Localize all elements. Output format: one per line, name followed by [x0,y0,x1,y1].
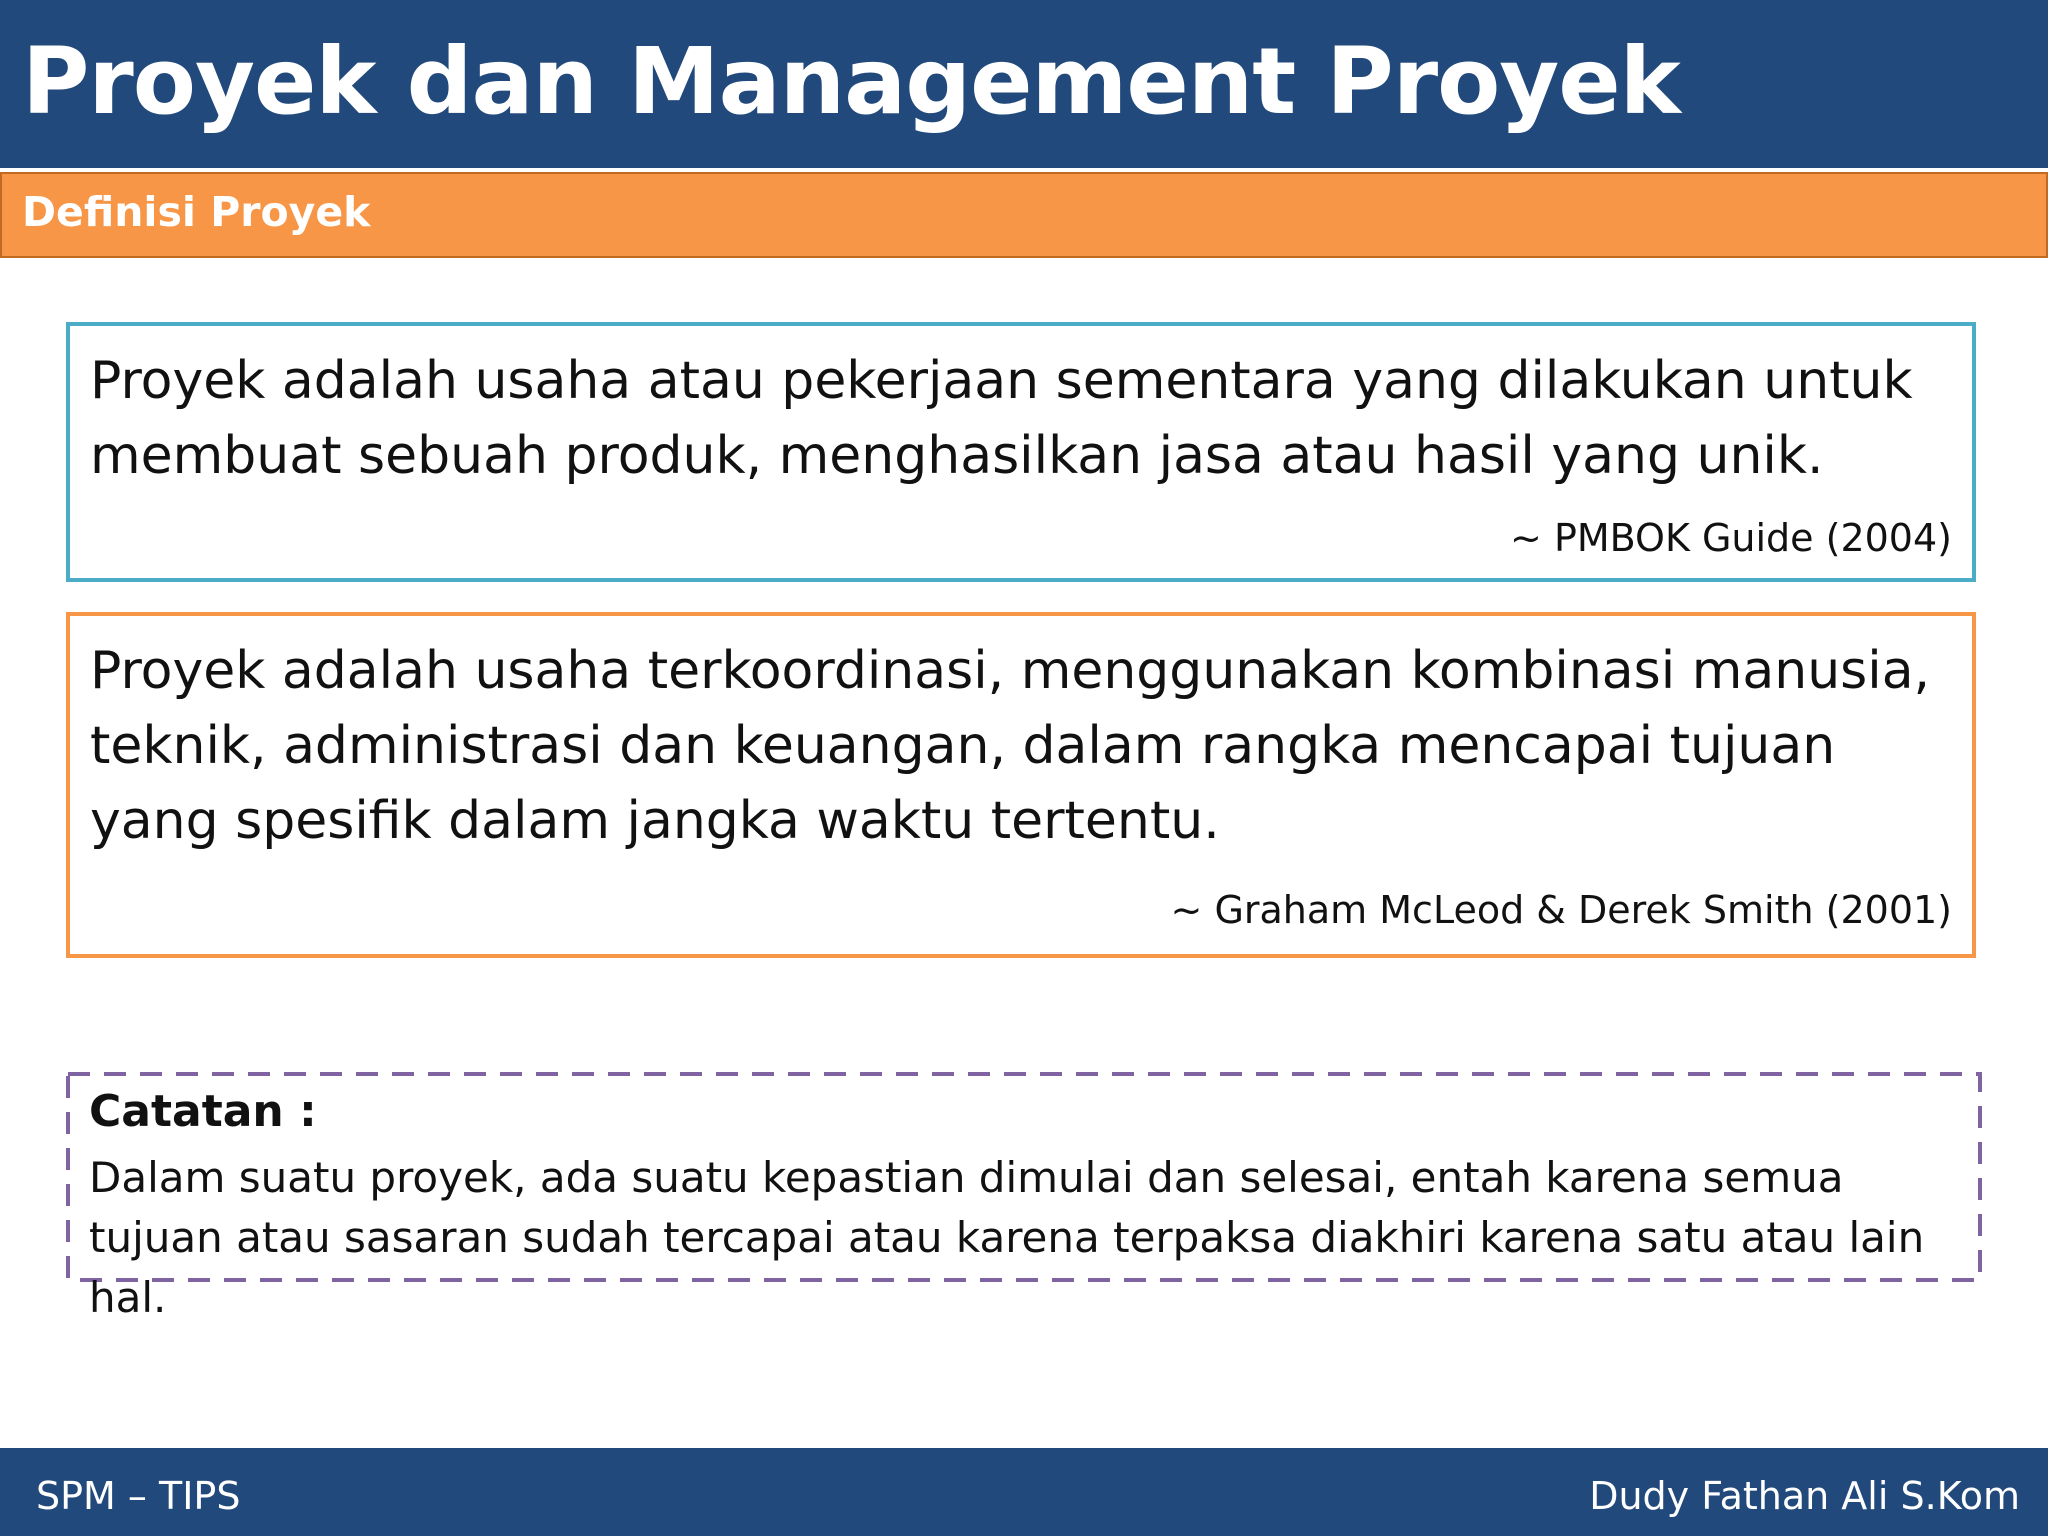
definition-source: ~ PMBOK Guide (2004) [1510,516,1952,560]
title-bar [0,0,2048,168]
subtitle-bar [0,172,2048,258]
footer-author: Dudy Fathan Ali S.Kom [1589,1474,2020,1518]
definition-text: Proyek adalah usaha atau pekerjaan sementara yang dilakukan untuk membuat sebuah produk, menghasilkan jasa atau hasil yang unik. [90,351,1913,486]
slide-subtitle: Definisi Proyek [22,188,371,236]
slide-title: Proyek dan Management Proyek [22,28,1680,135]
footer-course: SPM – TIPS [36,1474,241,1518]
definition-box-pmbok [66,322,1976,582]
definition-source: ~ Graham McLeod & Derek Smith (2001) [1170,888,1952,932]
note-box [66,1072,1982,1322]
definition-box-mcleod-smith [66,612,1976,958]
footer-bar [0,1448,2048,1536]
note-title: Catatan : [89,1086,317,1137]
definition-text: Proyek adalah usaha terkoordinasi, menggunakan kombinasi manusia, teknik, administrasi dan keuangan, dalam rangka mencapai tujuan yang spesifik dalam jangka waktu tertentu. [90,641,1931,851]
note-text: Dalam suatu proyek, ada suatu kepastian dimulai dan selesai, entah karena semua tujuan atau sasaran sudah tercapai atau karena terpaksa diakhiri karena satu atau lain hal. [89,1153,1925,1322]
